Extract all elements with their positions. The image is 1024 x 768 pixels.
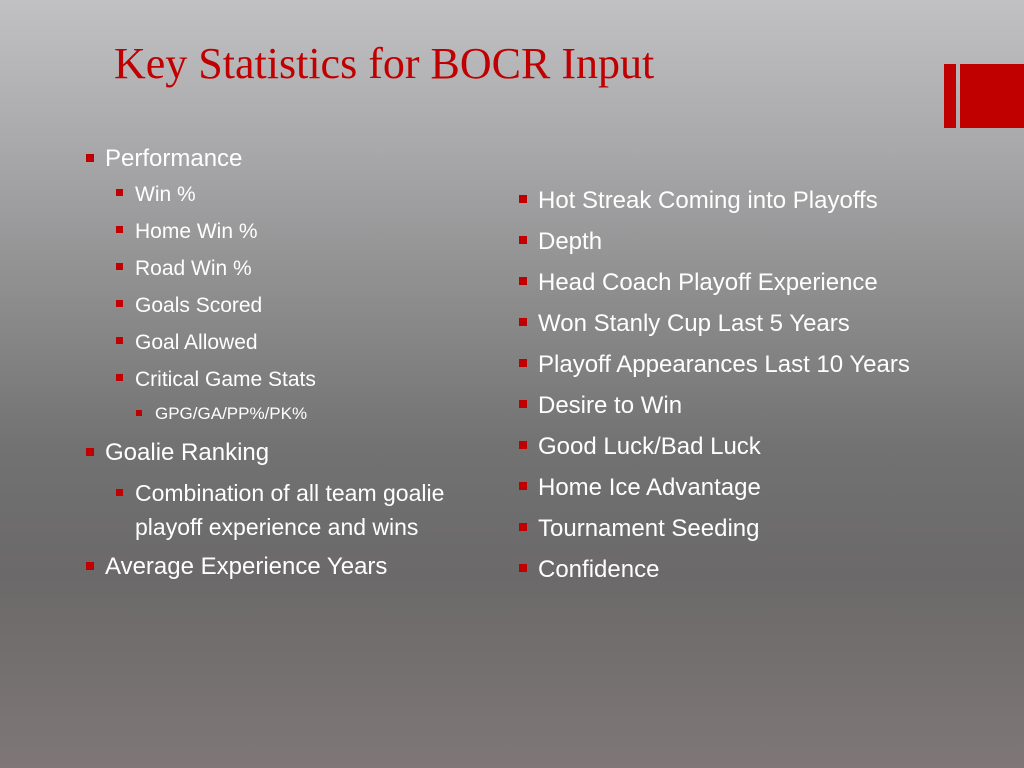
list-item-playoff-appearances (519, 344, 910, 385)
list-item-goalie-ranking (86, 436, 495, 470)
sub-item-label: Road Win % (135, 257, 252, 280)
bullet-icon (136, 410, 142, 416)
list-item-label: Home Ice Advantage (538, 474, 761, 501)
bullet-icon (519, 318, 527, 326)
list-item-label: Head Coach Playoff Experience (538, 269, 878, 296)
sub-item-critical-game-stats (116, 361, 495, 398)
list-item-label: Confidence (538, 556, 660, 583)
sub-item-goals-scored (116, 287, 495, 324)
bullet-icon (86, 448, 94, 456)
bullet-icon (116, 263, 123, 270)
accent-bars (944, 64, 1024, 128)
list-item-desire-to-win (519, 385, 910, 426)
list-item-performance (86, 142, 495, 176)
list-item-home-ice (519, 467, 910, 508)
sub-sub-item-gpg (136, 398, 495, 430)
sub-item-road-win-pct (116, 250, 495, 287)
list-item-label: Desire to Win (538, 392, 683, 419)
list-item-head-coach (519, 262, 910, 303)
slide-title: Key Statistics for BOCR Input (114, 39, 655, 88)
left-bullet-list (86, 142, 495, 584)
list-item-label: Goalie Ranking (105, 439, 270, 466)
bullet-icon (519, 277, 527, 285)
sub-item-label: Win % (135, 183, 196, 206)
list-item-label: Tournament Seeding (538, 515, 760, 542)
sub-item-label: Goal Allowed (135, 331, 258, 354)
sub-item-label: Critical Game Stats (135, 368, 316, 391)
bullet-icon (86, 154, 94, 162)
bullet-icon (519, 236, 527, 244)
list-item-label: Good Luck/Bad Luck (538, 433, 761, 460)
list-item-label: Won Stanly Cup Last 5 Years (538, 310, 850, 337)
bullet-icon (116, 374, 123, 381)
list-item-label: Hot Streak Coming into Playoffs (538, 187, 878, 214)
bullet-icon (519, 359, 527, 367)
list-item-average-experience (86, 550, 495, 584)
sub-item-goal-allowed (116, 324, 495, 361)
bullet-icon (116, 189, 123, 196)
list-item-label: Performance (105, 145, 243, 172)
sub-item-label: Combination of all team goalie playoff experience and wins (135, 480, 445, 540)
bullet-icon (519, 564, 527, 572)
bullet-icon (116, 489, 123, 496)
accent-bar-block (960, 64, 1024, 128)
list-item-seeding (519, 508, 910, 549)
list-item-depth (519, 221, 910, 262)
sub-item-goalie-combination (116, 476, 495, 544)
list-item-label: Average Experience Years (105, 553, 388, 580)
list-item-stanley-cup (519, 303, 910, 344)
list-item-confidence (519, 549, 910, 590)
bullet-icon (116, 226, 123, 233)
sub-item-label: Goals Scored (135, 294, 263, 317)
bullet-icon (86, 562, 94, 570)
bullet-icon (519, 482, 527, 490)
right-bullet-list (519, 180, 910, 590)
accent-bar-thin (944, 64, 956, 128)
sub-sub-item-label: GPG/GA/PP%/PK% (155, 404, 308, 423)
list-item-hot-streak (519, 180, 910, 221)
list-item-label: Depth (538, 228, 603, 255)
bullet-icon (519, 195, 527, 203)
bullet-icon (116, 300, 123, 307)
sub-item-home-win-pct (116, 213, 495, 250)
bullet-icon (519, 441, 527, 449)
bullet-icon (519, 400, 527, 408)
list-item-luck (519, 426, 910, 467)
list-item-label: Playoff Appearances Last 10 Years (538, 351, 910, 378)
sub-item-win-pct (116, 176, 495, 213)
sub-item-label: Home Win % (135, 220, 258, 243)
bullet-icon (116, 337, 123, 344)
bullet-icon (519, 523, 527, 531)
